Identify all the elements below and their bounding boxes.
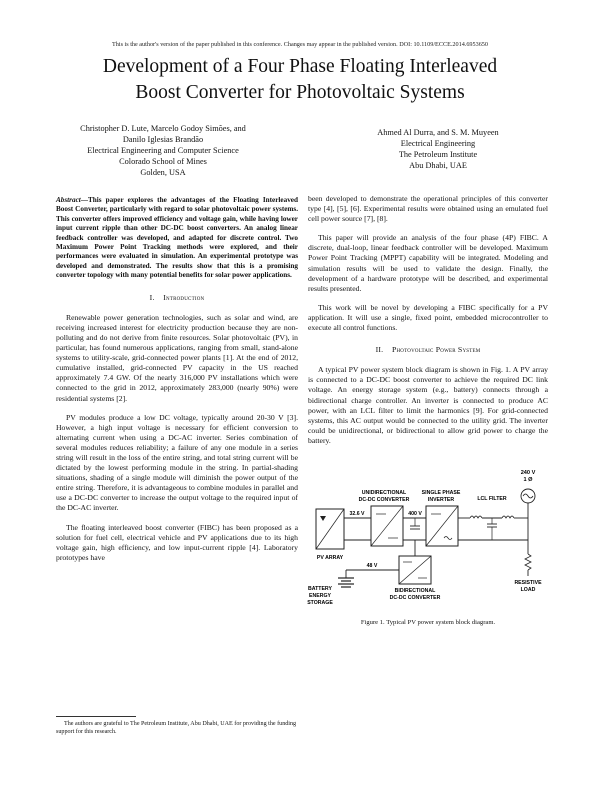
footnote-divider <box>56 716 136 717</box>
footnote: The authors are grateful to The Petroleum Institute, Abu Dhabi, UAE for providing the funding support for this research. <box>56 721 297 735</box>
battery-voltage-label: 48 V <box>366 563 378 569</box>
grid-voltage-label: 240 V <box>520 470 536 476</box>
inductor-2-icon <box>502 516 514 518</box>
load-label-line-2: LOAD <box>520 587 536 593</box>
inverter-label-line-1: SINGLE PHASE <box>421 490 461 496</box>
battery-label-line-2: ENERGY <box>309 593 331 599</box>
right-paragraph-3: This work will be novel by developing a FIBC specifically for a PV application. It will use a single, fixed point, embedded microcontroller to execute all control functions. <box>308 302 548 333</box>
section-title: Photovoltaic Power System <box>391 345 481 355</box>
abstract-lead: Abstract <box>56 196 81 204</box>
author-block-right <box>327 127 549 171</box>
inductor-1-icon <box>470 516 482 518</box>
right-paragraph-1: been developed to demonstrate the operational principles of this converter type [4], [5], [6]. Experimental results were obtained using an emulated fuel cell power source [7], [8]. <box>308 194 548 224</box>
intro-paragraph-1: Renewable power generation technologies, such as solar and wind, are receiving increased interest for electricity production because they are non-polluting and do not derive from finite resources. Solar photovoltaic (PV), in particular, has found numerous applications, ranging from small, stand-alone systems to utility-scale, grid-connected power plants [1]. At the end of 2012, cumulative installed, grid-connected PV capacity in the US reached approximately 7.4 GW. Of the nearly 316,000 PV installations which were connected to the grid in 2012, approximately 283,000 (nearly 90%) were residential systems [2]. <box>56 312 298 403</box>
title-line-2: Boost Converter for Photovoltaic Systems <box>135 82 465 103</box>
author-city: Abu Dhabi, UAE <box>409 161 467 170</box>
pv-array-label: PV ARRAY <box>316 555 344 561</box>
right-paragraph-2: This paper will provide an analysis of the four phase (4P) FIBC. A discrete, dual-loop, linear feedback controller will be developed. Maximum Power Point Tracking (MPPT) capability will be integrated. Modeling and simulation results will be used to validate the design. Finally, the development of a hardware prototype will be described, and experimental results presented. <box>308 233 548 293</box>
header-note: This is the author's version of the paper published in this conference. Changes may appear in the published version. DOI: 10.1109/ECCE.2014.6953650 <box>111 41 488 48</box>
battery-label-line-1: BATTERY <box>308 586 332 592</box>
dcdc-label-line-1: UNIDIRECTIONAL <box>361 490 407 496</box>
section-numeral: I. <box>149 292 155 302</box>
pv-system-paragraph-1: A typical PV power system block diagram is shown in Fig. 1. A PV array is connected to a DC-DC boost converter to achieve the required DC link voltage. An energy storage system (e.g., battery) connects through a bidirectional charge controller. An inverter is connected to produce AC power, with an LCL filter to limit the harmonics [9]. For grid-connected systems, this AC output would be connected to the utility grid. The inverter could be unidirectional, or bidirectional to allow grid power to charge the battery. <box>308 365 548 445</box>
section-heading-pv-system <box>308 345 548 355</box>
dcdc-label-line-2: DC-DC CONVERTER <box>358 497 410 503</box>
left-column <box>56 196 298 563</box>
title-line-1: Development of a Four Phase Floating Interleaved <box>102 56 498 77</box>
pv-voltage-label: 32.6 V <box>349 511 365 517</box>
bidirectional-label-line-2: DC-DC CONVERTER <box>389 595 441 601</box>
author-block-left <box>44 123 282 178</box>
intro-paragraph-2: PV modules produce a low DC voltage, typically around 20-30 V [3]. However, a high input voltage is necessary for efficient conversion to alternating current when using a DC-AC inverter. Series combination of several modules reduces reliability; a failure of any one module in a series string will result in the loss of the entire string, and total string current will be dictated by the lowest performing module in the string. In partial-shading situations, shading of a single module will diminish the power output of the entire string. Therefore, it is advantageous to combine modules in parallel and use a DC-DC converter to increase the output voltage to the required input of the DC-AC inverter. <box>56 412 298 513</box>
load-label-line-1: RESISTIVE <box>514 580 542 586</box>
inverter-label-line-2: INVERTER <box>427 497 455 503</box>
section-title: Introduction <box>163 292 205 302</box>
grid-phase-label: 1 Ø <box>523 477 533 483</box>
author-city: Golden, USA <box>140 168 186 177</box>
author-names: Ahmed Al Durra, and S. M. Muyeen <box>377 128 499 137</box>
lcl-filter-label: LCL FILTER <box>477 496 507 502</box>
section-numeral: II. <box>375 345 384 355</box>
abstract <box>56 196 298 281</box>
author-names-line-2: Danilo Iglesias Brandão <box>122 135 204 144</box>
author-school: Colorado School of Mines <box>119 157 207 166</box>
sine-wave-icon <box>523 494 533 498</box>
right-column <box>308 194 548 446</box>
section-heading-introduction <box>56 293 298 303</box>
intro-paragraph-3: The floating interleaved boost converter (FIBC) has been proposed as a solution for fuel cell, electrical vehicle and PV applications due to its high voltage gain, high efficiency, and low input-current ripple [4]. Laboratory prototypes have <box>56 522 298 562</box>
pv-system-block-diagram <box>306 466 552 608</box>
dc-link-voltage-label: 400 V <box>408 511 422 517</box>
paper-title <box>40 54 560 106</box>
resistor-icon <box>525 554 531 570</box>
battery-label-line-3: STORAGE <box>307 600 333 606</box>
author-school: The Petroleum Institute <box>398 150 478 159</box>
abstract-text: —This paper explores the advantages of the Floating Interleaved Boost Converter, particularly with regard to solar photovoltaic power systems. This converter offers improved efficiency and voltage gain, while having lower input current ripple than other DC-DC boost converters. An analog linear feedback controller was developed, and adapted for discrete control. Two Maximum Power Point Tracking methods were explored, and their performances were evaluated in simulation. An experimental prototype was developed and demonstrated. The results show that this is a promising converter topology with many potential benefits for solar power applications. <box>56 196 298 280</box>
author-dept: Electrical Engineering <box>400 139 476 148</box>
bidirectional-label-line-1: BIDIRECTIONAL <box>394 588 436 594</box>
author-names-line-1: Christopher D. Lute, Marcelo Godoy Simões, and <box>80 124 246 133</box>
author-dept: Electrical Engineering and Computer Science <box>87 146 239 155</box>
figure-caption: Figure 1. Typical PV power system block diagram. <box>360 619 496 626</box>
